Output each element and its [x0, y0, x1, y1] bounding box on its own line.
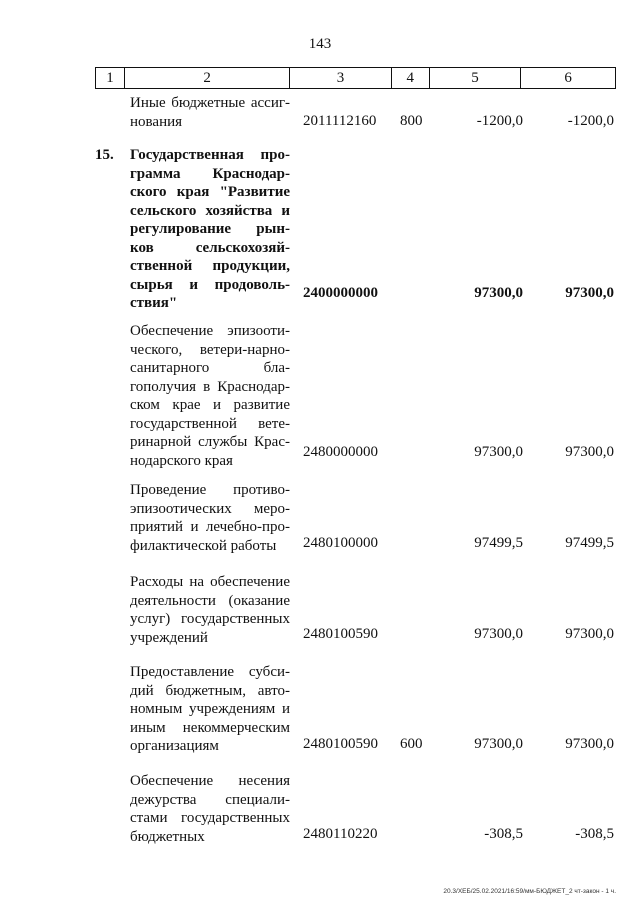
header-col-4: 4 — [392, 68, 430, 88]
header-col-6: 6 — [564, 70, 572, 86]
row-value-col6: 97300,0 — [565, 444, 614, 460]
row-code: 2480110220 — [303, 826, 378, 842]
header-col-1: 1 — [96, 68, 125, 88]
row-value-col5: -1200,0 — [476, 113, 523, 129]
row-number: 15. — [95, 147, 114, 163]
table-header — [95, 67, 616, 89]
row-description: Иные бюджетные ассиг-нования — [130, 95, 290, 130]
header-col-2: 2 — [125, 68, 290, 88]
row-description: Предоставление субси-дий бюджетным, авто-номным учреждениям и иным некоммерческим организациям — [130, 664, 290, 754]
row-value-col6: 97300,0 — [565, 736, 614, 752]
row-value-col6: 97300,0 — [565, 626, 614, 642]
row-value-col6: 97499,5 — [565, 535, 614, 551]
row-code: 2480100000 — [303, 535, 378, 551]
row-description: Государственная про-грамма Краснодар-ского края "Развитие сельского хозяйства и регулирование рын-ков сельскохозяй-ственной продукции, сырья и продоволь-ствия" — [130, 147, 290, 311]
row-value-col6: 97300,0 — [565, 285, 614, 301]
row-value-col5: 97300,0 — [474, 736, 523, 752]
row-code: 2011112160 — [303, 113, 377, 129]
row-group: 800 — [400, 113, 423, 129]
row-value-col6: -1200,0 — [567, 113, 614, 129]
document-footer: 20.3/ХЕБ/25.02.2021/16:59/мм-БЮДЖЕТ_2 чт-закон - 1 ч. — [443, 888, 616, 895]
row-code: 2480100590 — [303, 736, 378, 752]
row-value-col5: 97300,0 — [474, 626, 523, 642]
row-value-col6: -308,5 — [575, 826, 614, 842]
row-group: 600 — [400, 736, 423, 752]
page-number: 143 — [308, 36, 332, 52]
row-description: Расходы на обеспечение деятельности (оказание услуг) государственных учреждений — [130, 574, 290, 646]
row-code: 2480000000 — [303, 444, 378, 460]
row-description: Проведение противо-эпизоотических меро-приятий и лечебно-про-филактической работы — [130, 482, 290, 554]
row-value-col5: 97300,0 — [474, 444, 523, 460]
header-col-5: 5 — [430, 68, 522, 88]
row-value-col5: 97499,5 — [474, 535, 523, 551]
row-description: Обеспечение несения дежурства специали-стами государственных бюджетных — [130, 773, 290, 845]
row-value-col5: 97300,0 — [474, 285, 523, 301]
row-description: Обеспечение эпизооти-ческого, ветери-нарно-санитарного бла-гополучия в Краснодар-ском крае и развитие государственной вете-ринарной службы Крас-нодарского края — [130, 323, 290, 469]
header-col-3: 3 — [290, 68, 392, 88]
row-value-col5: -308,5 — [484, 826, 523, 842]
row-code: 2480100590 — [303, 626, 378, 642]
row-code: 2400000000 — [303, 285, 378, 301]
